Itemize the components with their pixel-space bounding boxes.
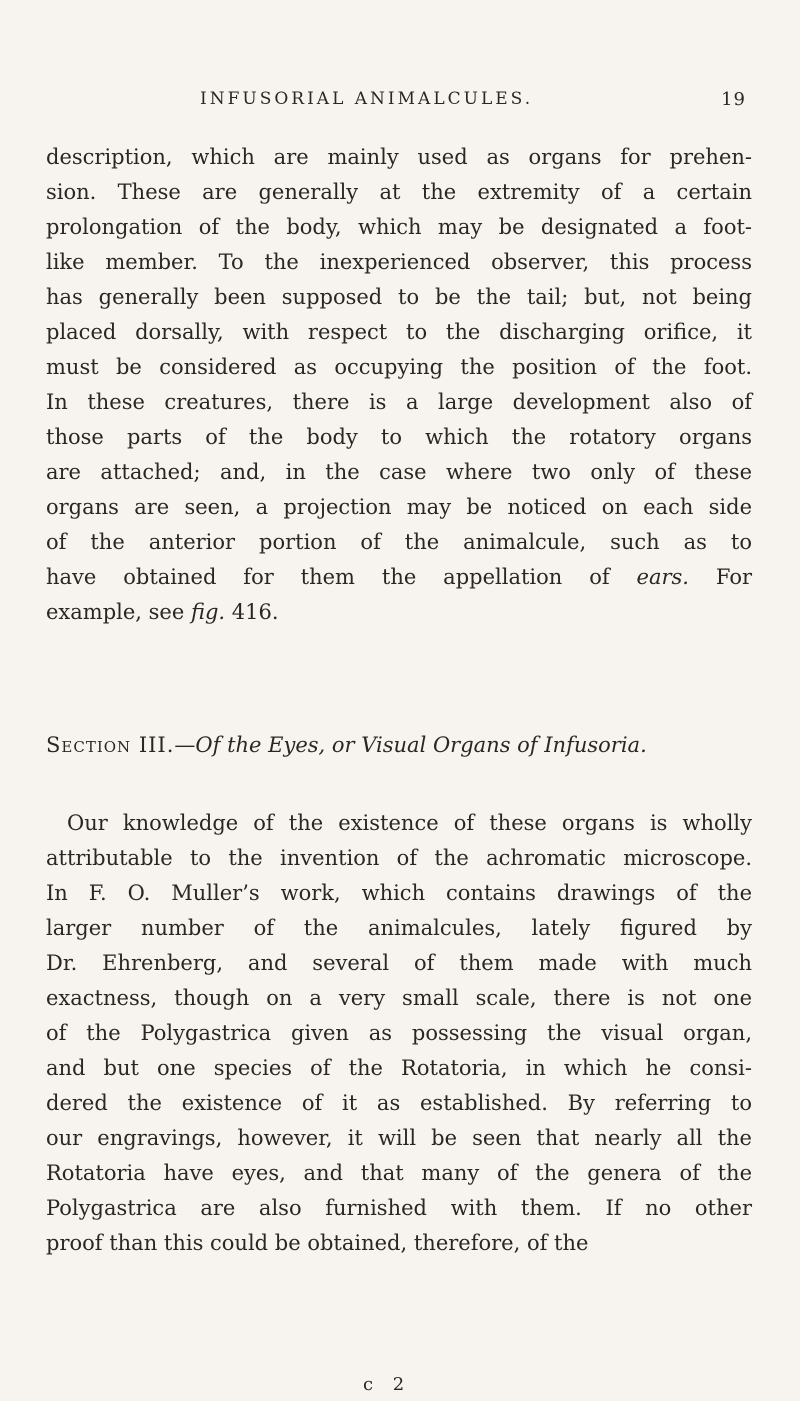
text-run: For	[688, 565, 752, 589]
text-line: In these creatures, there is a large development also of	[46, 390, 752, 414]
text-line: dered the existence of it as established. By referring to	[46, 1091, 752, 1115]
text-line: and but one species of the Rotatoria, in which he consi-	[46, 1056, 752, 1080]
text-line: of the anterior portion of the animalcule, such as to	[46, 530, 752, 554]
text-line: our engravings, however, it will be seen that nearly all the	[46, 1126, 752, 1150]
text-line: Dr. Ehrenberg, and several of them made with much	[46, 951, 752, 975]
italic-term: ears.	[636, 565, 689, 589]
section-dash: —	[174, 733, 196, 757]
text-line: proof than this could be obtained, therefore, of the	[46, 1231, 589, 1255]
text-line: exactness, though on a very small scale, there is not one	[46, 986, 752, 1010]
running-title: INFUSORIAL ANIMALCULES.	[200, 89, 534, 109]
running-head	[100, 89, 746, 121]
text-line: those parts of the body to which the rotatory organs	[46, 425, 752, 449]
text-line: prolongation of the body, which may be designated a foot-	[46, 215, 752, 239]
text-line: description, which are mainly used as organs for prehen-	[46, 145, 752, 169]
text-line	[46, 560, 752, 595]
text-line: like member. To the inexperienced observer, this process	[46, 250, 752, 274]
text-line	[46, 595, 752, 630]
section-title: Of the Eyes, or Visual Organs of Infusoria.	[195, 733, 647, 757]
section-label: Section III.	[46, 733, 175, 757]
signature-mark: c 2	[363, 1374, 412, 1395]
text-line: has generally been supposed to be the tail; but, not being	[46, 285, 752, 309]
text-line: In F. O. Muller’s work, which contains drawings of the	[46, 881, 752, 905]
text-line: placed dorsally, with respect to the discharging orifice, it	[46, 320, 752, 344]
text-run: example, see	[46, 600, 191, 624]
text-line: must be considered as occupying the position of the foot.	[46, 355, 752, 379]
text-run: have obtained for them the appellation of	[46, 565, 637, 589]
text-line: Rotatoria have eyes, and that many of the genera of the	[46, 1161, 752, 1185]
text-line: sion. These are generally at the extremity of a certain	[46, 180, 752, 204]
paragraph-2	[46, 806, 752, 1261]
section-heading	[46, 728, 752, 763]
page-number: 19	[721, 89, 746, 110]
text-line: larger number of the animalcules, lately figured by	[46, 916, 752, 940]
text-line: Our knowledge of the existence of these organs is wholly	[67, 811, 752, 835]
text-run: 416.	[225, 600, 279, 624]
paragraph-1	[46, 140, 752, 630]
text-line: of the Polygastrica given as possessing the visual organ,	[46, 1021, 752, 1045]
text-line: organs are seen, a projection may be noticed on each side	[46, 495, 752, 519]
text-line: attributable to the invention of the achromatic microscope.	[46, 846, 752, 870]
text-line: Polygastrica are also furnished with them. If no other	[46, 1196, 752, 1220]
figure-reference: fig.	[190, 600, 226, 624]
text-line: are attached; and, in the case where two only of these	[46, 460, 752, 484]
